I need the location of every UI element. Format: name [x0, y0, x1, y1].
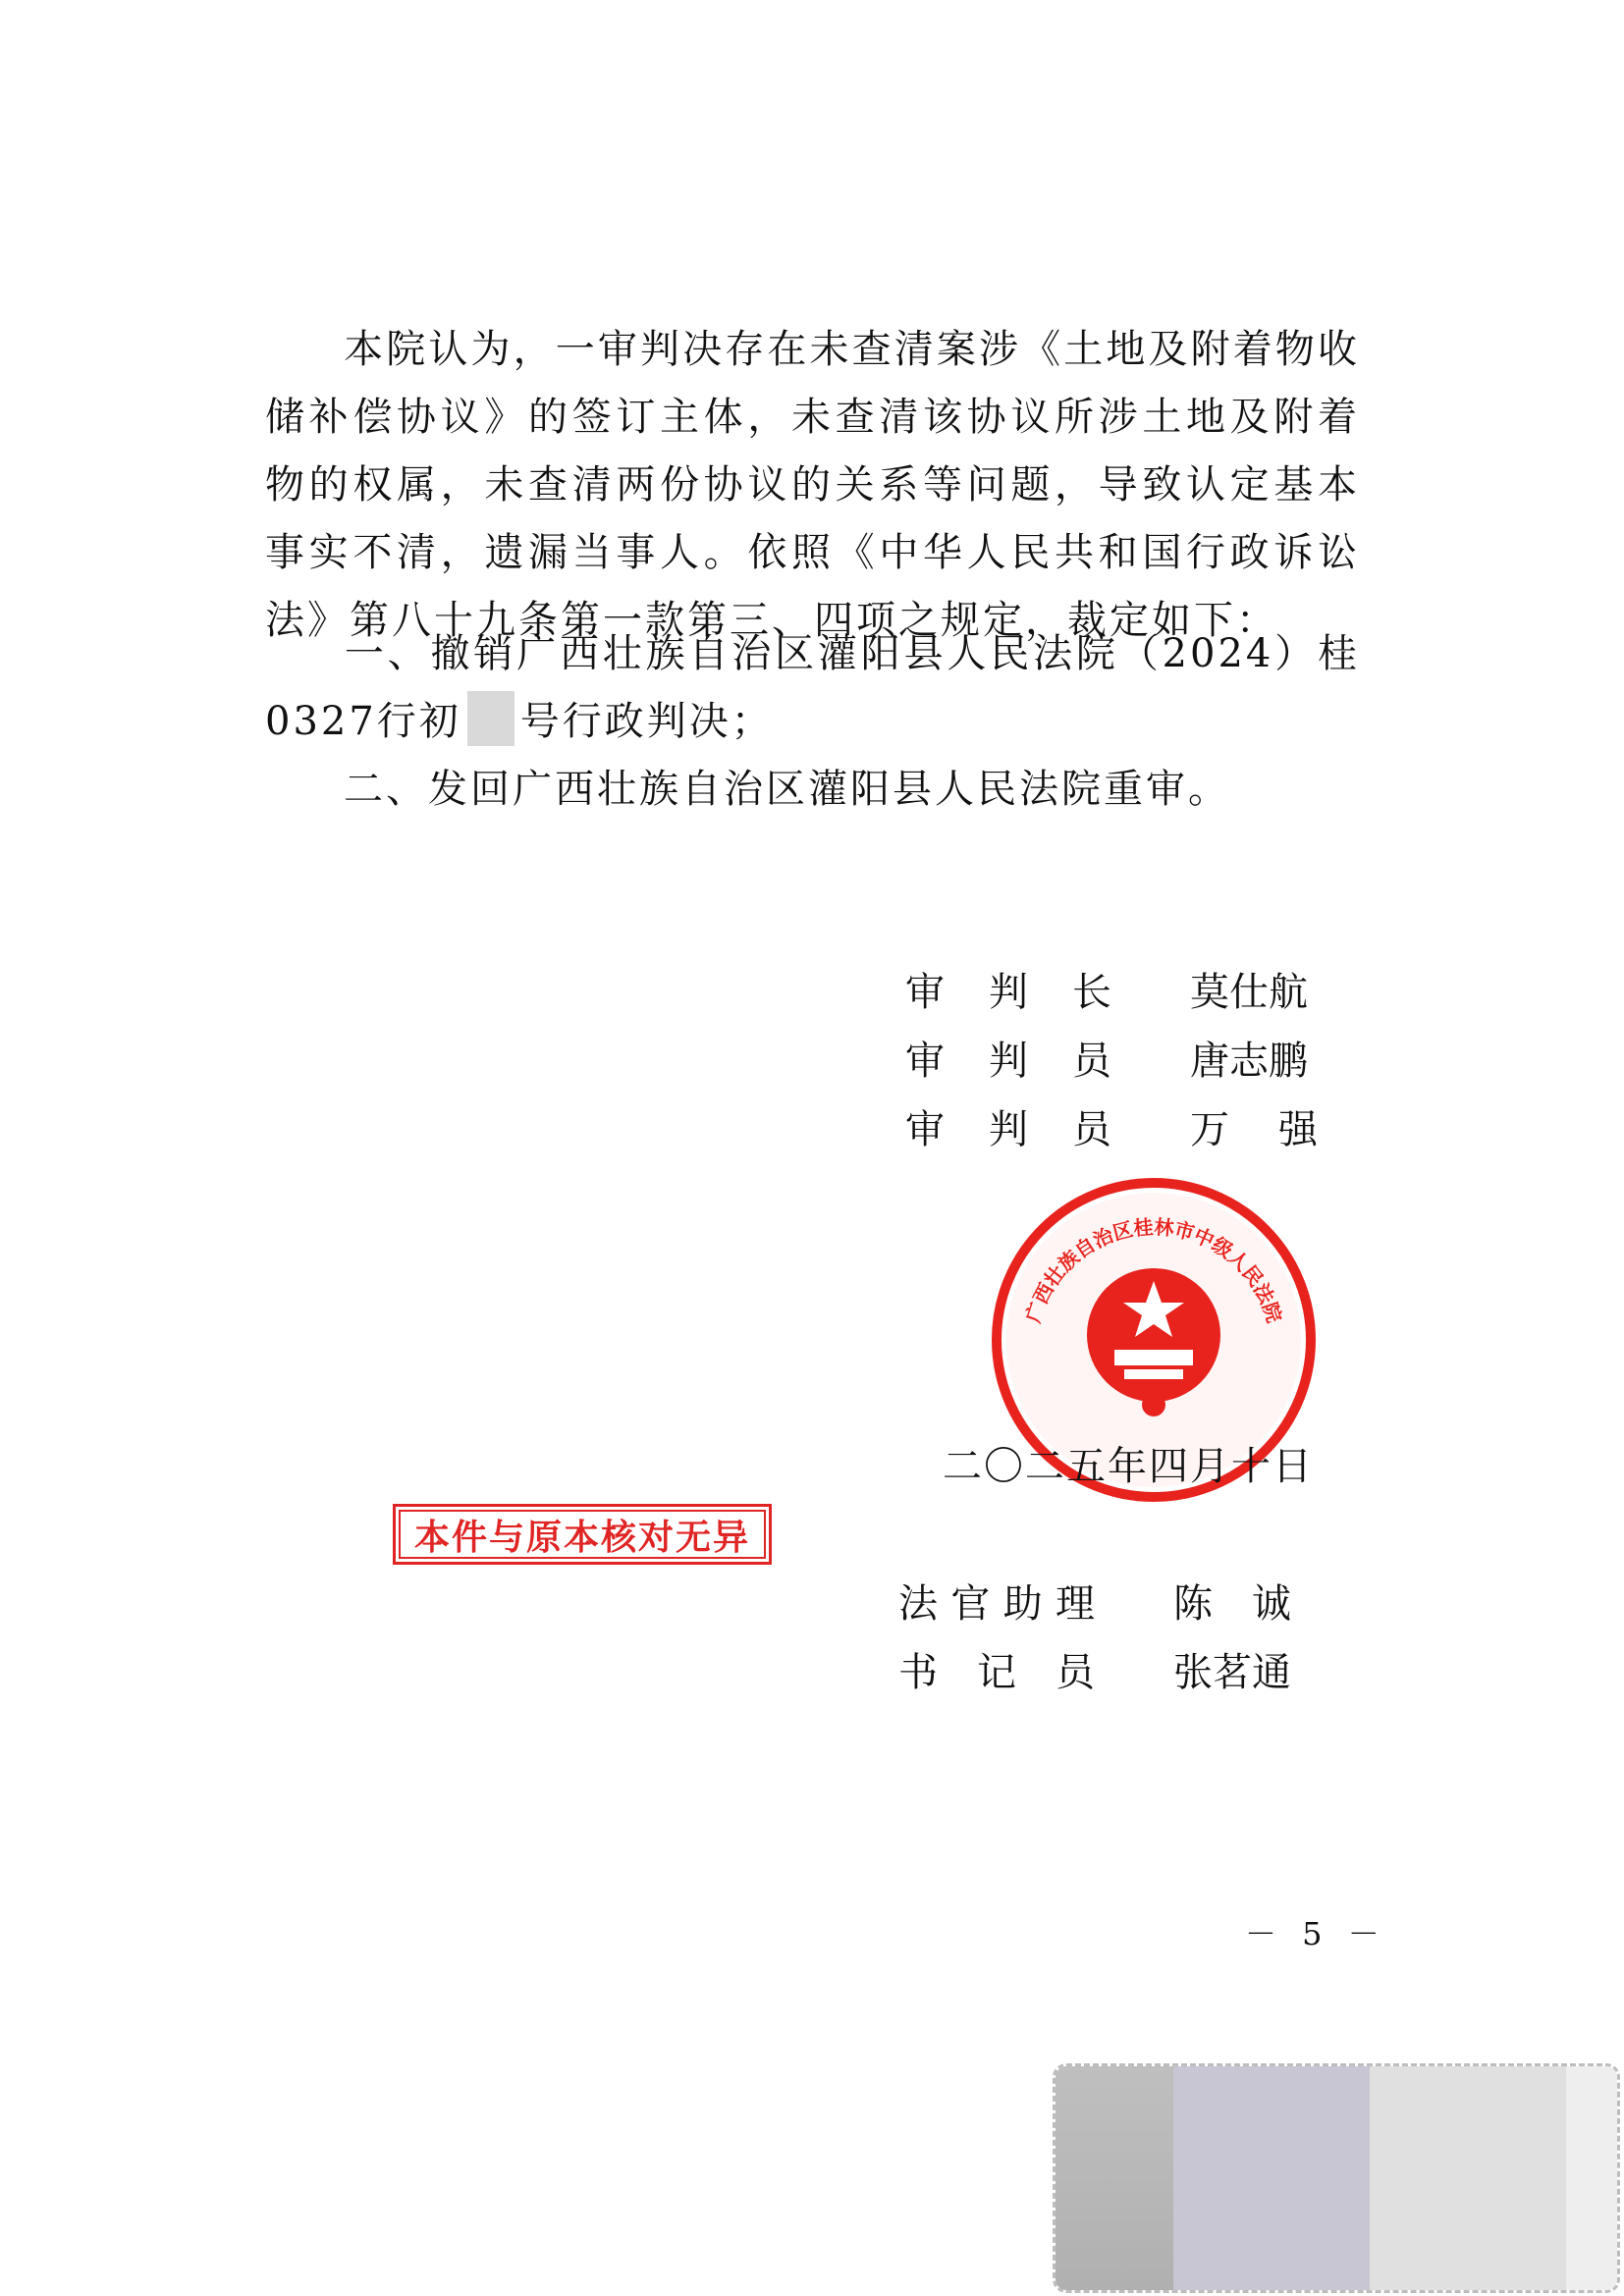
judge-name: 莫仕航 — [1190, 969, 1308, 1015]
ruling-item-1: 一、撤销广西壮族自治区灌阳县人民法院（2024）桂0327行初 号行政判决； — [265, 631, 1360, 744]
ruling-reasoning-paragraph: 本院认为，一审判决存在未查清案涉《土地及附着物收储补偿协议》的签订主体，未查清该协议所涉土地及附着物的权属，未查清两份协议的关系等问题，导致认定基本事实不清，遗漏当事人。依照《中华人民共和国行政诉讼法》第八十九条第一款第三、四项之规定，裁定如下： — [265, 327, 1360, 643]
role-label: 法 官 助 理 — [898, 1580, 1095, 1627]
clerks-signature-block — [898, 1566, 1291, 1703]
svg-text:广西壮族自治区桂林市中级人民法院: 广西壮族自治区桂林市中级人民法院 — [1020, 1214, 1287, 1326]
signature-row-clerk — [898, 1634, 1291, 1703]
certified-copy-stamp: 本件与原本核对无异 — [393, 1504, 772, 1565]
clerk-name: 张茗通 — [1173, 1649, 1291, 1695]
role-label: 书 记 员 — [898, 1649, 1095, 1695]
judge-name: 唐志鹏 — [1190, 1038, 1308, 1084]
judge-name: 万 强 — [1190, 1106, 1318, 1152]
assistant-name: 陈 诚 — [1173, 1580, 1291, 1627]
signature-row-presiding-judge — [905, 954, 1318, 1023]
role-label: 审 判 员 — [905, 1106, 1111, 1152]
redacted-watermark-region — [1053, 2063, 1620, 2293]
page-number: － 5 － — [1245, 1915, 1387, 1952]
ruling-date: 二〇二五年四月十日 — [943, 1444, 1314, 1489]
role-label: 审 判 员 — [905, 1038, 1111, 1084]
judges-signature-block — [905, 954, 1318, 1160]
signature-row-judge-1 — [905, 1023, 1318, 1092]
signature-row-judge-2 — [905, 1092, 1318, 1160]
signature-row-judge-assistant — [898, 1566, 1291, 1634]
redacted-case-number — [467, 691, 514, 746]
ruling-item-2: 二、发回广西壮族自治区灌阳县人民法院重审。 — [344, 767, 1230, 812]
role-label: 审 判 长 — [905, 969, 1111, 1015]
